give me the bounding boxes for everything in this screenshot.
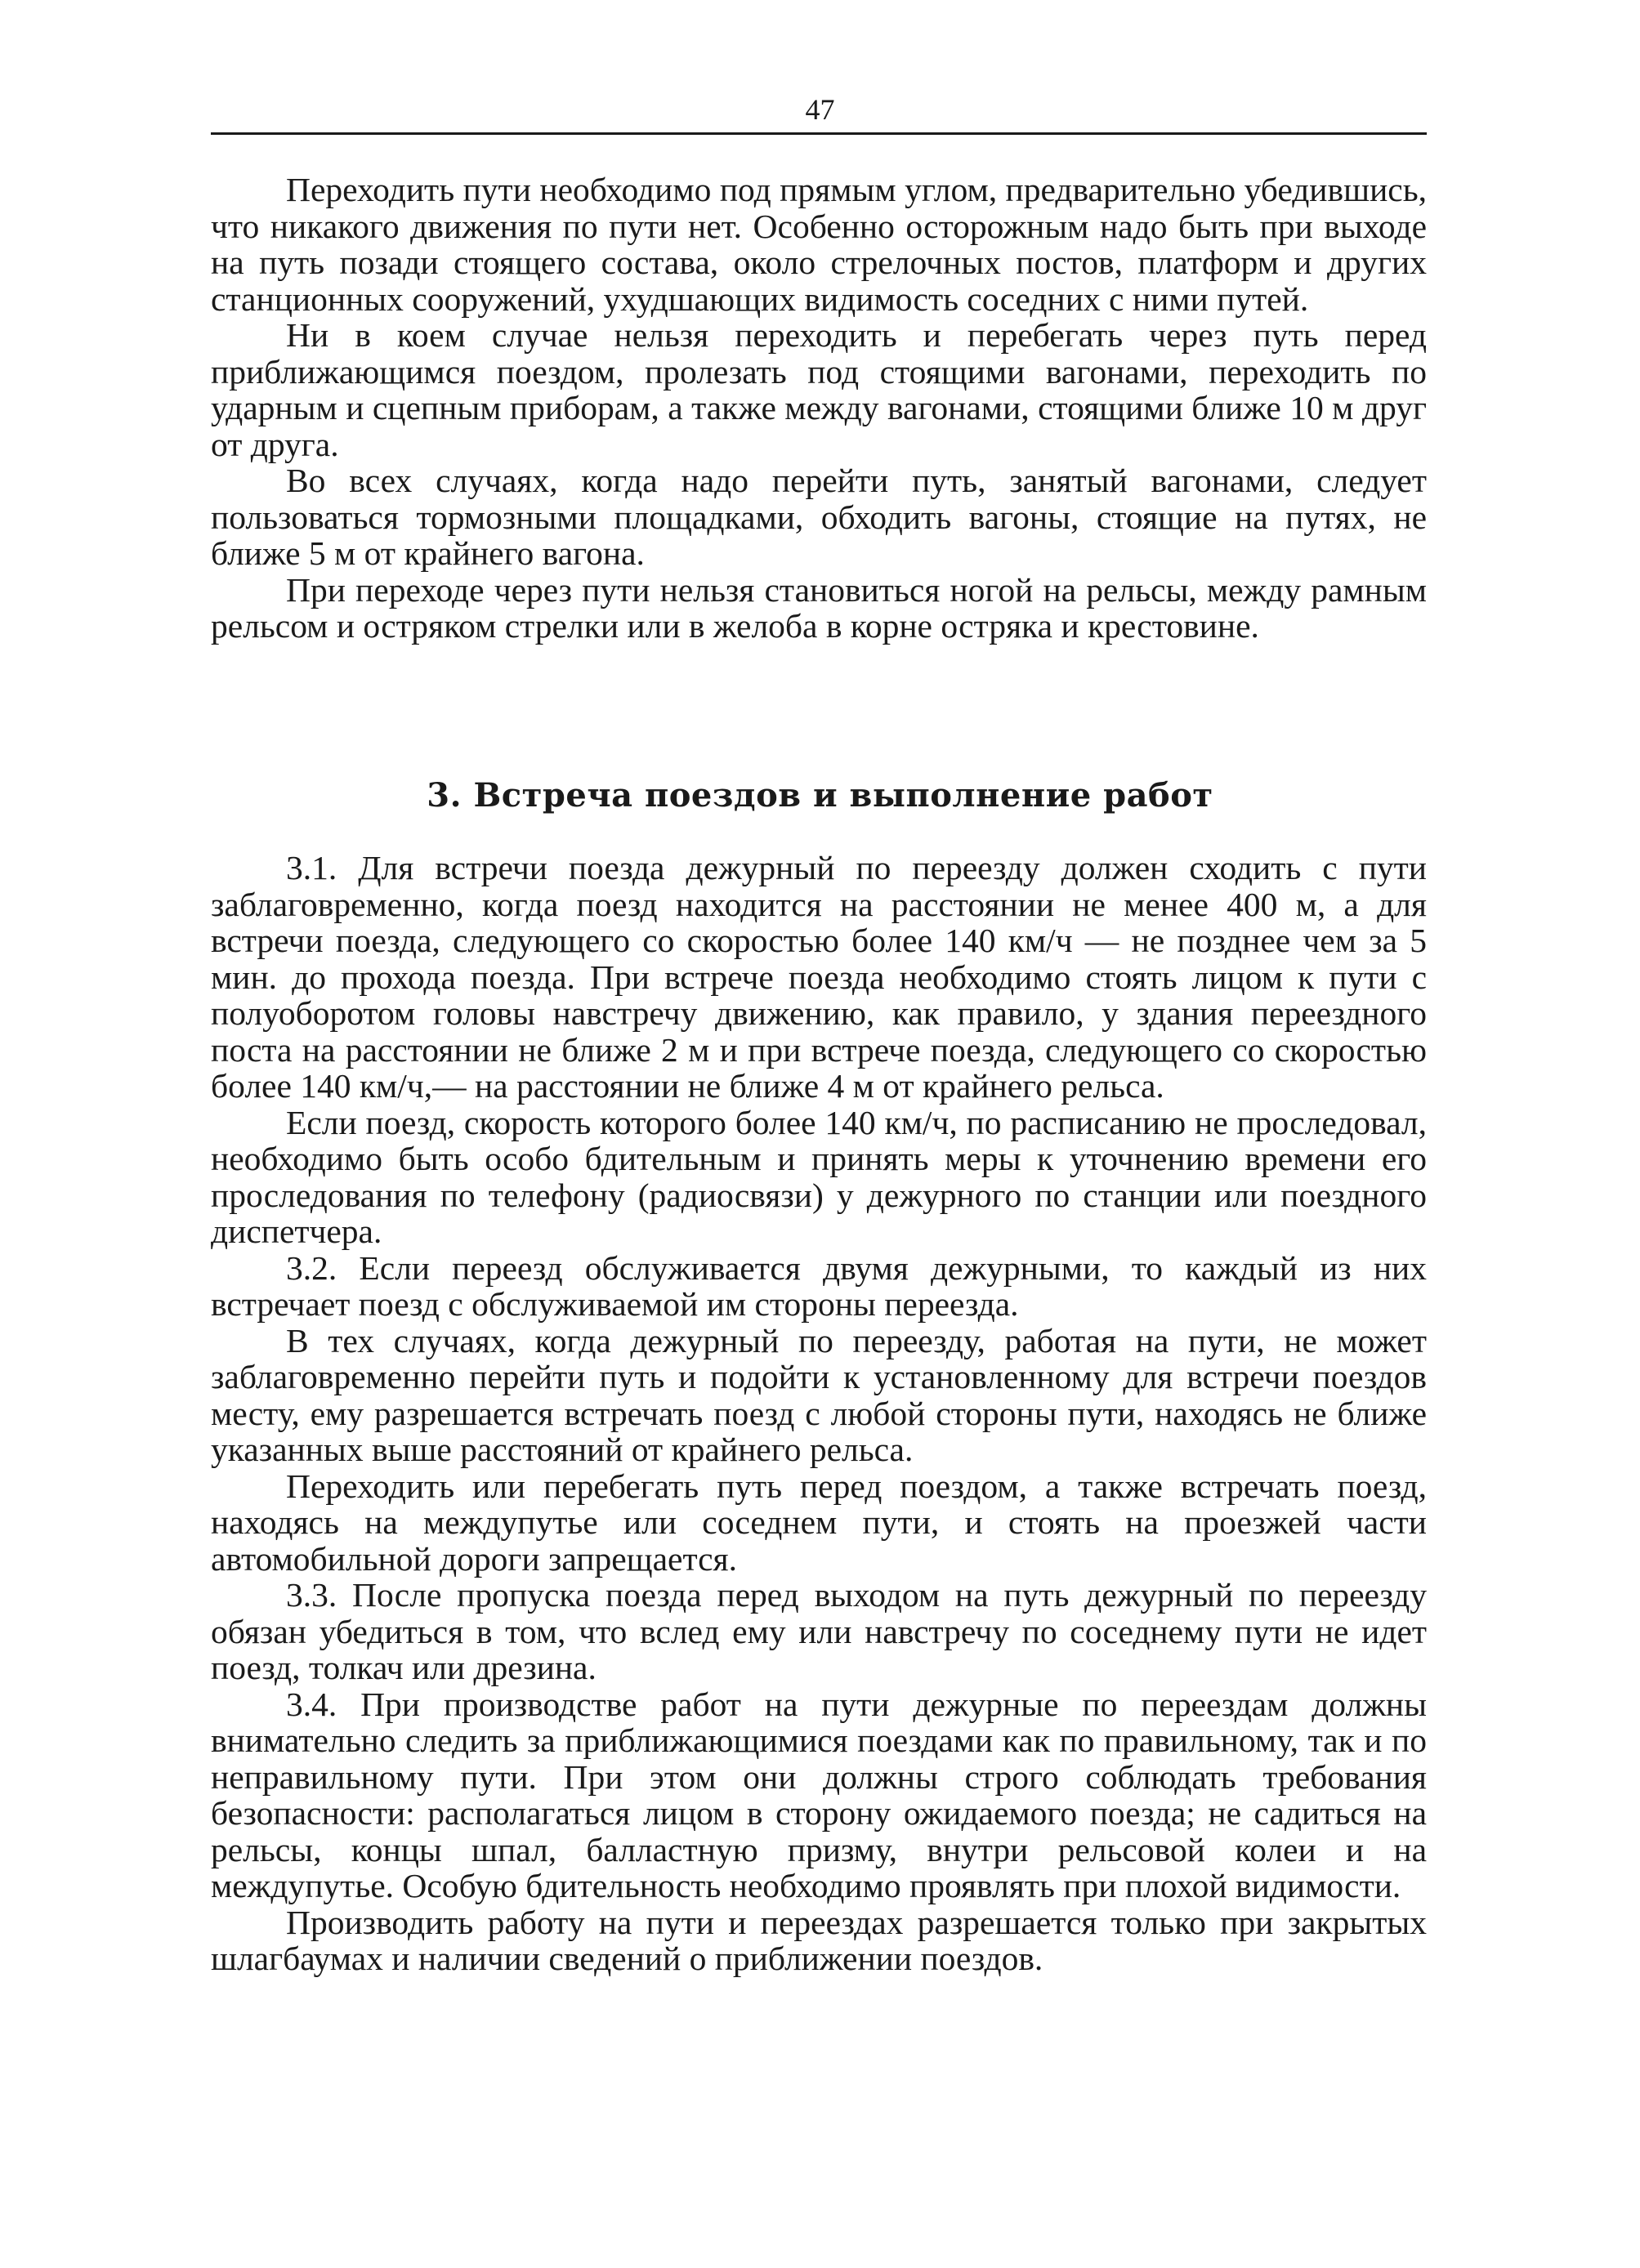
paragraph: При переходе через пути нельзя становиться ногой на рельсы, между рамным рельсом и остряком стрелки или в желоба в корне остряка и крестовине. [211,570,1427,645]
paragraph: Переходить пути необходимо под прямым углом, предварительно убедившись, что никакого движения по пути нет. Особенно осторожным надо быть при выходе на путь позади стоящего состава, около стрелочных постов, платформ и других станционных сооружений, ухудшающих видимость соседних с ними путей. [211,171,1427,318]
header-rule [211,132,1427,135]
paragraph: Ни в коем случае нельзя переходить и перебегать через путь перед приближающимся поездом, пролезать под стоящими вагонами, переходить по ударным и сцепным приборам, а также между вагонами, стоящими ближе 10 м друг от друга. [211,316,1427,463]
paragraph: 3.4. При производстве работ на пути дежурные по переездам должны внимательно следить за приближающимися поездами как по правильному, так и по неправильному пути. При этом они должны строго соблюдать требования безопасности: располагаться лицом в сторону ожидаемого поезда; не садиться на рельсы, концы шпал, балластную призму, внутри рельсовой колеи и на междупутье. Особую бдительность необходимо проявлять при плохой видимости. [211,1685,1427,1904]
section-title: 3. Встреча поездов и выполнение работ [427,776,1213,815]
paragraph: В тех случаях, когда дежурный по переезду, работая на пути, не может заблаговременно перейти путь и подойти к установленному для встречи поездов месту, ему разрешается встречать поезд с любой стороны пути, находясь не ближе указанных выше расстояний от крайнего рельса. [211,1321,1427,1468]
paragraph: Производить работу на пути и переездах разрешается только при закрытых шлагбаумах и наличии сведений о приближении поездов. [211,1903,1427,1977]
intro-text-block [211,172,1427,645]
paragraph: 3.2. Если переезд обслуживается двумя дежурными, то каждый из них встречает поезд с обслуживаемой им стороны переезда. [211,1248,1427,1323]
section-text-block [211,850,1427,1977]
paragraph: Во всех случаях, когда надо перейти путь, занятый вагонами, следует пользоваться тормозными площадками, обходить вагоны, стоящие на путях, не ближе 5 м от крайнего вагона. [211,462,1427,572]
paragraph: Если поезд, скорость которого более 140 км/ч, по расписанию не проследовал, необходимо быть особо бдительным и принять меры к уточнению времени его проследования по телефону (радиосвязи) у дежурного по станции или поездного диспетчера. [211,1103,1427,1250]
paragraph: 3.1. Для встречи поезда дежурный по переезду должен сходить с пути заблаговременно, когда поезд находится на расстоянии не менее 400 м, а для встречи поезда, следующего со скоростью более 140 км/ч — не позднее чем за 5 мин. до прохода поезда. При встрече поезда необходимо стоять лицом к пути с полуоборотом головы навстречу движению, как правило, у здания переездного поста на расстоянии не ближе 2 м и при встрече поезда, следующего со скоростью более 140 км/ч,— на расстоянии не ближе 4 м от крайнего рельса. [211,849,1427,1105]
paragraph: Переходить или перебегать путь перед поездом, а также встречать поезд, находясь на междупутье или соседнем пути, и стоять на проезжей части автомобильной дороги запрещается. [211,1467,1427,1578]
page-number: 47 [805,93,835,126]
paragraph: 3.3. После пропуска поезда перед выходом на путь дежурный по переезду обязан убедиться в том, что вслед ему или навстречу по соседнему пути не идет поезд, толкач или дрезина. [211,1576,1427,1686]
